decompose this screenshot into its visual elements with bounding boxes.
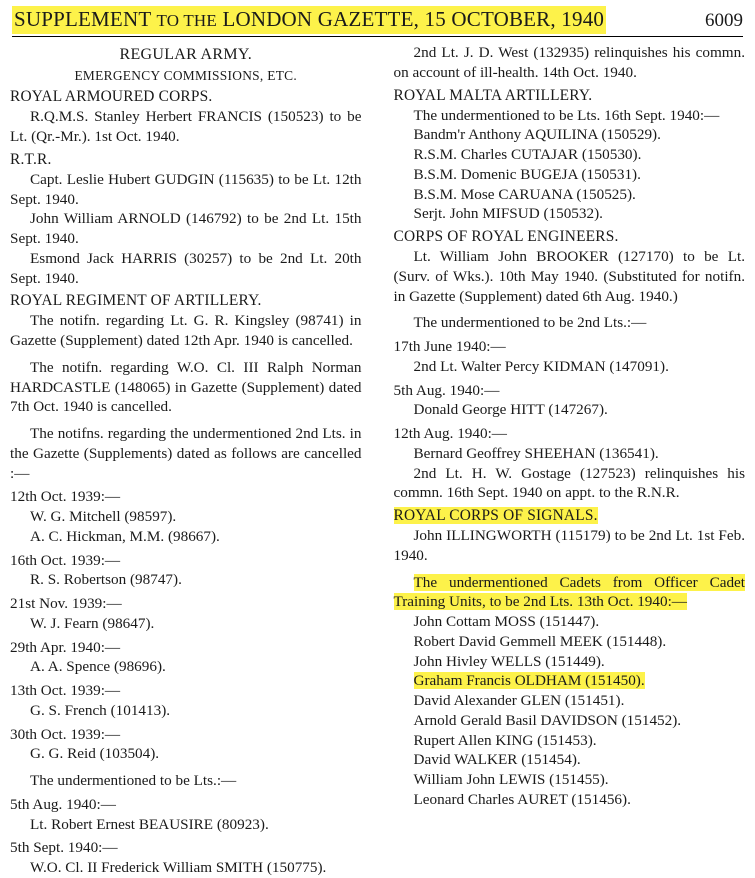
paragraph: The notifn. regarding W.O. Cl. III Ralph Norman HARDCASTLE (148065) in Gazette (Supplement) dated 7th Oct. 1940 is cancelled.: [10, 358, 362, 416]
text-block: [10, 657, 362, 677]
masthead-rule: [12, 36, 743, 37]
date-label: 12th Oct. 1939:—: [10, 488, 121, 506]
text-block: [394, 43, 746, 83]
left-column: [10, 43, 362, 877]
text-block: [394, 165, 746, 185]
paragraph: The undermentioned to be Lts.:—: [30, 772, 237, 790]
list-item: R. S. Robertson (98747).: [30, 571, 182, 589]
list-item: John Cottam MOSS (151447).: [413, 613, 600, 631]
text-block: [394, 573, 746, 613]
list-item: R.S.M. Charles CUTAJAR (150530).: [413, 146, 642, 164]
list-item: Arnold Gerald Basil DAVIDSON (151452).: [413, 711, 682, 729]
date-label: 17th June 1940:—: [393, 338, 506, 356]
list-item: B.S.M. Domenic BUGEJA (150531).: [413, 165, 641, 183]
list-item: Donald George HITT (147267).: [413, 401, 608, 419]
paragraph: 2nd Lt. H. W. Gostage (127523) relinquishes his commn. 16th Sept. 1940 on appt. to the R.N.R.: [393, 464, 745, 502]
text-block: [10, 249, 362, 289]
list-item: Robert David Gemmell MEEK (151448).: [413, 632, 667, 650]
paragraph: The notifn. regarding Lt. G. R. Kingsley (98741) in Gazette (Supplement) dated 12th Apr. 1940 is cancelled.: [10, 312, 362, 350]
text-block: [10, 594, 362, 614]
text-block: [394, 145, 746, 165]
text-block: [10, 311, 362, 351]
list-item: William John LEWIS (151455).: [413, 771, 609, 789]
text-block: [394, 632, 746, 652]
list-item: G. G. Reid (103504).: [30, 745, 160, 763]
paragraph: John ILLINGWORTH (115179) to be 2nd Lt. 1st Feb. 1940.: [393, 527, 745, 564]
list-item: 2nd Lt. Walter Percy KIDMAN (147091).: [413, 357, 669, 375]
text-block: [394, 106, 746, 126]
text-block: [394, 770, 746, 790]
list-item: A. C. Hickman, M.M. (98667).: [30, 527, 220, 545]
unit-heading: CORPS OF ROYAL ENGINEERS.: [393, 228, 619, 246]
text-block: [10, 170, 362, 210]
unit-heading: ROYAL REGIMENT OF ARTILLERY.: [10, 292, 262, 310]
unit-heading-row: [10, 150, 362, 170]
date-label: 30th Oct. 1939:—: [10, 725, 121, 743]
text-block: [10, 858, 362, 878]
masthead-title-gazette: LONDON GAZETTE,: [222, 7, 420, 31]
text-block: [10, 570, 362, 590]
list-item: Graham Francis OLDHAM (151450).: [413, 672, 645, 690]
text-block: [10, 424, 362, 483]
text-block: [394, 247, 746, 306]
list-item: Serjt. John MIFSUD (150532).: [413, 205, 603, 223]
text-block: [10, 744, 362, 764]
text-block: [10, 614, 362, 634]
text-block: [394, 357, 746, 377]
date-label: 5th Aug. 1940:—: [10, 795, 116, 813]
text-block: [10, 358, 362, 417]
unit-heading: ROYAL CORPS OF SIGNALS.: [393, 507, 598, 525]
paragraph: The undermentioned to be 2nd Lts.:—: [413, 314, 647, 332]
masthead: [10, 6, 745, 34]
text-block: [394, 711, 746, 731]
text-block: [394, 424, 746, 444]
unit-heading: ROYAL MALTA ARTILLERY.: [393, 86, 593, 104]
list-item: David WALKER (151454).: [413, 751, 581, 769]
text-block: [394, 750, 746, 770]
masthead-title-year: 1940: [561, 7, 605, 31]
date-label: 13th Oct. 1939:—: [10, 682, 121, 700]
text-block: [394, 652, 746, 672]
unit-heading-row: [394, 86, 746, 106]
text-block: [394, 691, 746, 711]
text-block: [10, 107, 362, 147]
list-item: G. S. French (101413).: [30, 701, 171, 719]
text-block: [394, 337, 746, 357]
text-block: [394, 612, 746, 632]
unit-heading-row: [10, 87, 362, 107]
text-block: [10, 527, 362, 547]
list-item: W. G. Mitchell (98597).: [30, 508, 177, 526]
list-item: John Hivley WELLS (151449).: [413, 652, 605, 670]
date-label: 5th Aug. 1940:—: [393, 381, 500, 399]
right-column-blocks: [394, 43, 746, 810]
text-block: [394, 313, 746, 333]
text-block: [10, 795, 362, 815]
text-block: [394, 204, 746, 224]
right-column: [394, 43, 746, 833]
paragraph: Lt. William John BROOKER (127170) to be Lt. (Surv. of Wks.). 10th May 1940. (Substituted for notifn. in Gazette (Supplement) dated 6th Aug. 1940.): [393, 248, 745, 305]
text-block: [394, 381, 746, 401]
text-block: [10, 701, 362, 721]
text-block: [10, 209, 362, 249]
paragraph: Capt. Leslie Hubert GUDGIN (115635) to be Lt. 12th Sept. 1940.: [10, 170, 362, 208]
list-item: David Alexander GLEN (151451).: [413, 692, 625, 710]
text-block: [394, 526, 746, 566]
text-block: [10, 838, 362, 858]
list-item: Bandm'r Anthony AQUILINA (150529).: [413, 126, 661, 144]
list-item: Bernard Geoffrey SHEEHAN (136541).: [413, 444, 659, 462]
date-label: 21st Nov. 1939:—: [10, 595, 122, 613]
list-item: Leonard Charles AURET (151456).: [413, 790, 631, 808]
paragraph: The undermentioned Cadets from Officer Cadet Training Units, to be 2nd Lts. 13th Oct. 1940:—: [393, 573, 745, 611]
masthead-title-supplement: SUPPLEMENT: [14, 7, 151, 31]
paragraph: The undermentioned to be Lts. 16th Sept. 1940:—: [413, 106, 720, 124]
left-column-blocks: [10, 87, 362, 878]
text-block: [10, 551, 362, 571]
masthead-title-date: 15 OCTOBER,: [424, 7, 556, 31]
unit-heading-row: [394, 506, 746, 526]
list-item: Lt. Robert Ernest BEAUSIRE (80923).: [30, 815, 269, 833]
text-block: [10, 487, 362, 507]
body-columns: [10, 43, 745, 877]
text-block: [10, 638, 362, 658]
text-block: [10, 771, 362, 791]
date-label: 29th Apr. 1940:—: [10, 638, 121, 656]
masthead-title-tothe: TO THE: [156, 11, 217, 30]
text-block: [394, 444, 746, 464]
text-block: [10, 815, 362, 835]
list-item: Rupert Allen KING (151453).: [413, 731, 597, 749]
unit-heading: ROYAL ARMOURED CORPS.: [10, 88, 213, 106]
section-subheading-emergency-commissions: EMERGENCY COMMISSIONS, ETC.: [74, 67, 298, 83]
text-block: [394, 464, 746, 504]
unit-heading-row: [394, 227, 746, 247]
masthead-title: [12, 6, 606, 34]
text-block: [10, 681, 362, 701]
paragraph: R.Q.M.S. Stanley Herbert FRANCIS (150523) to be Lt. (Qr.-Mr.). 1st Oct. 1940.: [10, 108, 362, 145]
text-block: [394, 400, 746, 420]
paragraph: John William ARNOLD (146792) to be 2nd Lt. 15th Sept. 1940.: [10, 210, 362, 247]
date-label: 16th Oct. 1939:—: [10, 551, 121, 569]
list-item: B.S.M. Mose CARUANA (150525).: [413, 185, 636, 203]
text-block: [394, 125, 746, 145]
paragraph: 2nd Lt. J. D. West (132935) relinquishes his commn. on account of ill-health. 14th Oct. 1940.: [393, 44, 745, 81]
page-number: 6009: [705, 10, 743, 31]
list-item: A. A. Spence (98696).: [30, 658, 166, 676]
unit-heading: R.T.R.: [10, 150, 52, 168]
unit-heading-row: [10, 291, 362, 311]
text-block: [394, 731, 746, 751]
text-block: [394, 671, 746, 691]
list-item: W. J. Fearn (98647).: [30, 614, 155, 632]
paragraph: Esmond Jack HARRIS (30257) to be 2nd Lt. 20th Sept. 1940.: [10, 249, 362, 287]
date-label: 5th Sept. 1940:—: [10, 839, 118, 857]
text-block: [394, 185, 746, 205]
section-heading-regular-army: REGULAR ARMY.: [119, 46, 253, 63]
list-item: W.O. Cl. II Frederick William SMITH (150775).: [30, 859, 327, 877]
paragraph: The notifns. regarding the undermentioned 2nd Lts. in the Gazette (Supplements) dated as follows are cancelled :—: [10, 425, 362, 482]
text-block: [10, 725, 362, 745]
text-block: [394, 790, 746, 810]
text-block: [10, 507, 362, 527]
date-label: 12th Aug. 1940:—: [393, 425, 507, 443]
